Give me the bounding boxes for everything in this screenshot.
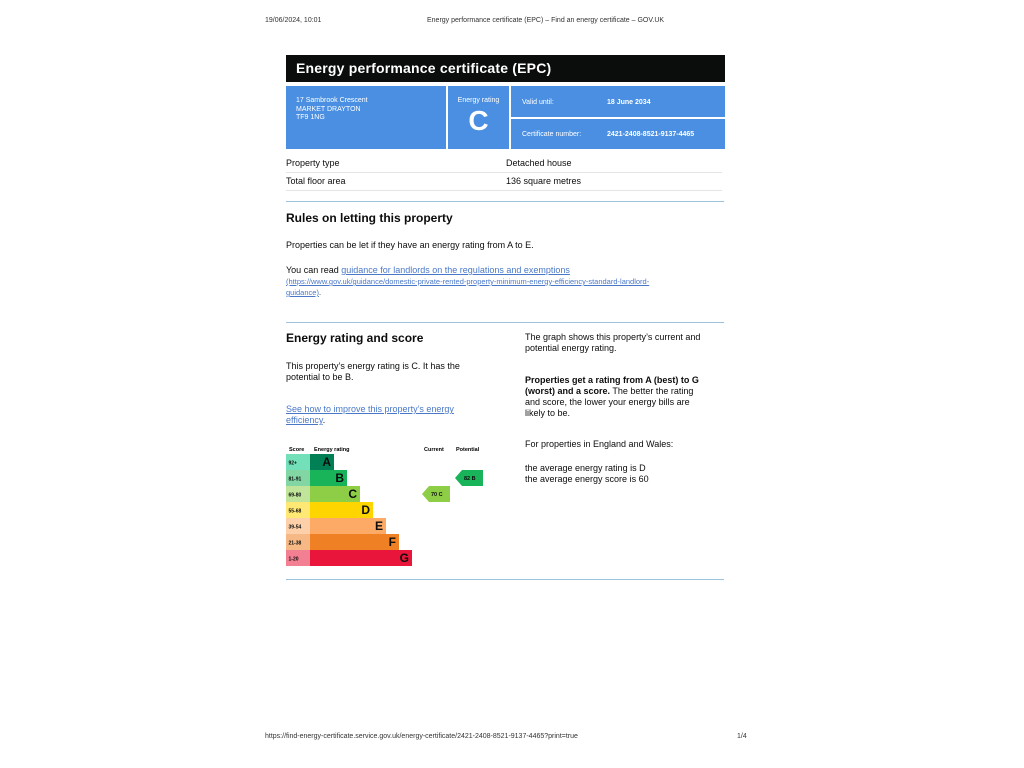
period: . (318, 288, 322, 297)
average-score: the average energy score is 60 (525, 474, 649, 484)
row-divider (286, 172, 722, 173)
valid-until-label: Valid until: (522, 99, 554, 106)
print-header (0, 17, 1024, 29)
address-line: TF9 1NG (296, 114, 325, 121)
graph-description-line: The graph shows this property’s current and (525, 332, 701, 342)
rules-guidance-paragraph (286, 265, 570, 276)
energy-rating-text-line: potential to be B. (286, 372, 354, 382)
floor-area-label: Total floor area (286, 176, 346, 186)
property-type-value: Detached house (506, 158, 572, 168)
band-letter-b: B (335, 471, 344, 485)
floor-area-value: 136 square metres (506, 176, 582, 186)
band-score-label: 39-54 (288, 524, 302, 531)
section-separator (286, 322, 724, 323)
band-score-label: 21-38 (288, 540, 302, 547)
band-letter-f: F (388, 535, 396, 549)
rating-explanation (525, 375, 699, 419)
average-ratings (525, 463, 649, 485)
average-rating: the average energy rating is D (525, 463, 646, 473)
chart-header-rating: Energy rating (314, 447, 350, 453)
rating-explanation-bold: (worst) and a score. (525, 386, 611, 396)
print-title: Energy performance certificate (EPC) – Find an energy certificate – GOV.UK (427, 17, 665, 24)
band-score-label: 1-20 (288, 556, 299, 563)
period: . (322, 415, 326, 425)
band-letter-c: C (348, 487, 357, 501)
rating-explanation-text: likely to be. (525, 408, 571, 418)
page-title-bar (286, 55, 725, 82)
band-letter-d: D (361, 503, 370, 517)
certificate-summary (286, 86, 725, 149)
address-line: MARKET DRAYTON (296, 105, 361, 113)
landlord-guidance-link[interactable]: guidance for landlords on the regulations and exemptions (341, 265, 570, 275)
section-separator (286, 579, 724, 580)
landlord-guidance-url[interactable]: (https://www.gov.uk/guidance/domestic-private-rented-property-minimum-energy-efficiency-standard-landlord- (286, 277, 650, 286)
certificate-number-label: Certificate number: (522, 131, 582, 138)
graph-description-line: potential energy rating. (525, 343, 617, 353)
current-rating-marker-label: 70 C (431, 492, 443, 498)
print-page-number: 1/4 (737, 733, 747, 740)
row-divider (286, 190, 722, 191)
band-letter-g: G (399, 551, 409, 565)
property-type-label: Property type (286, 158, 340, 168)
energy-rating-chart (286, 443, 486, 573)
graph-description (525, 332, 700, 354)
landlord-guidance-url-line2[interactable]: guidance) (286, 288, 319, 297)
band-letter-a: A (322, 455, 331, 469)
rating-explanation-bold: Properties get a rating from A (best) to G (525, 375, 699, 385)
chart-header-potential: Potential (456, 447, 480, 453)
improve-efficiency-link-cont[interactable]: efficiency (286, 415, 323, 425)
divider (511, 117, 725, 119)
energy-rating-value: C (468, 105, 489, 136)
band-bar-g (310, 550, 412, 566)
band-score-label: 92+ (288, 460, 297, 467)
address-line: 17 Sambrook Crescent (296, 97, 368, 104)
energy-rating-paragraph (286, 361, 460, 383)
certificate-number-value: 2421-2408-8521-9137-4465 (607, 131, 695, 138)
rules-guidance-prefix: You can read (286, 265, 342, 275)
rating-explanation-text: The better the rating (610, 386, 694, 396)
energy-heading: Energy rating and score (286, 331, 424, 345)
potential-rating-marker-label: 82 B (464, 476, 476, 482)
print-url: https://find-energy-certificate.service.gov.uk/energy-certificate/2421-2408-8521-9137-4465?print=true (265, 733, 578, 740)
band-letter-e: E (374, 519, 383, 533)
band-score-label: 69-80 (288, 492, 302, 499)
band-bar-f (310, 534, 399, 550)
print-date: 19/06/2024, 10:01 (265, 17, 322, 24)
rules-paragraph: Properties can be let if they have an energy rating from A to E. (286, 240, 534, 250)
improve-efficiency-paragraph (286, 404, 454, 426)
band-score-label: 81-91 (288, 476, 302, 483)
property-address (296, 97, 368, 123)
page-title: Energy performance certificate (EPC) (296, 60, 552, 76)
rating-explanation-text: and score, the lower your energy bills are (525, 397, 690, 407)
band-score-label: 55-68 (288, 508, 302, 515)
landlord-guidance-url-end (286, 288, 321, 298)
england-wales-intro: For properties in England and Wales: (525, 439, 674, 449)
chart-header-current: Current (424, 447, 444, 453)
improve-efficiency-link[interactable]: See how to improve this property’s energy (286, 404, 454, 414)
chart-header-score: Score (289, 447, 305, 453)
section-separator (286, 201, 724, 202)
valid-until-value: 18 June 2034 (607, 99, 651, 106)
energy-rating-text-line: This property’s energy rating is C. It has the (286, 361, 460, 371)
rules-heading: Rules on letting this property (286, 211, 453, 225)
energy-rating-label: Energy rating (457, 97, 500, 104)
